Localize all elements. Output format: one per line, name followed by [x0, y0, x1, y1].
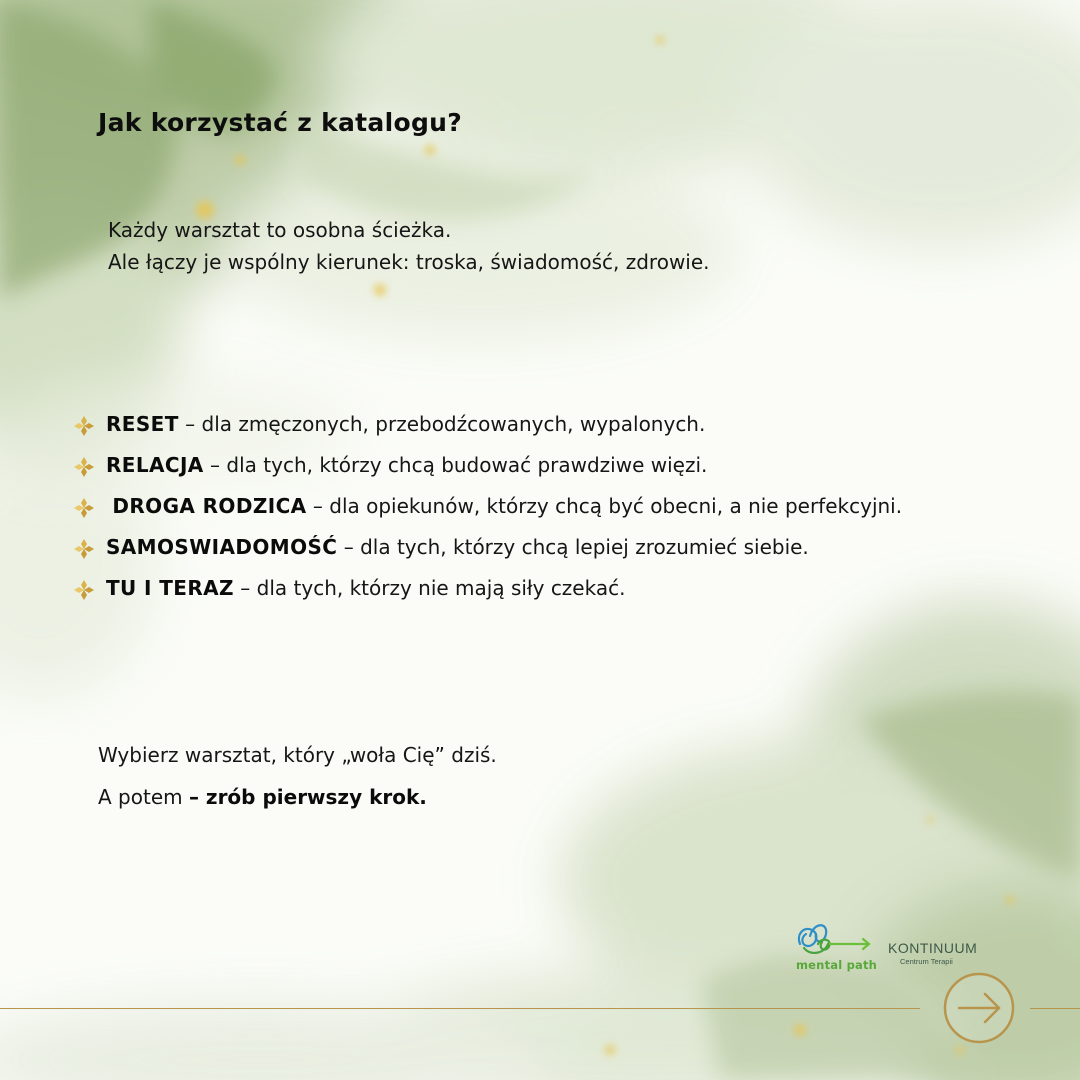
page-title: Jak korzystać z katalogu? — [98, 108, 463, 137]
list-item — [72, 527, 1008, 568]
cta-line-1: Wybierz warsztat, który „woła Cię” dziś. — [98, 743, 497, 767]
kontinuum-logo-text: KONTINUUM — [888, 940, 978, 956]
workshop-desc: – dla tych, którzy nie mają siły czekać. — [233, 576, 626, 600]
list-item — [72, 404, 1008, 445]
list-item — [72, 568, 1008, 609]
list-item — [72, 486, 1008, 527]
workshop-name: SAMOSWIADOMOŚĆ — [106, 535, 338, 559]
gold-diamond-icon — [72, 578, 96, 602]
workshop-name: TU I TERAZ — [106, 576, 234, 600]
workshop-list — [72, 404, 1008, 609]
call-to-action — [98, 734, 798, 818]
workshop-name: DROGA RODZICA — [112, 494, 307, 518]
next-page-button[interactable] — [943, 972, 1015, 1044]
workshop-name: RESET — [106, 412, 179, 436]
workshop-desc: – dla opiekunów, którzy chcą być obecni, a nie perfekcyjni. — [306, 494, 903, 518]
workshop-desc: – dla zmęczonych, przebodźcowanych, wypalonych. — [178, 412, 706, 436]
workshop-name: RELACJA — [106, 453, 204, 477]
divider-line-right — [1030, 1008, 1080, 1009]
gold-diamond-icon — [72, 455, 96, 479]
cta-bold: – zrób pierwszy krok. — [188, 785, 427, 809]
workshop-desc: – dla tych, którzy chcą budować prawdziwe więzi. — [203, 453, 708, 477]
workshop-desc: – dla tych, którzy chcą lepiej zrozumieć siebie. — [337, 535, 809, 559]
gold-diamond-icon — [72, 414, 96, 438]
intro-line-2: Ale łączy je wspólny kierunek: troska, świadomość, zdrowie. — [108, 250, 710, 274]
gold-diamond-icon — [72, 496, 96, 520]
gold-diamond-icon — [72, 537, 96, 561]
mental-path-logo-text: mental path — [796, 958, 878, 972]
cta-line-2 — [98, 776, 798, 818]
intro-text — [108, 214, 1008, 278]
divider-line — [0, 1008, 920, 1009]
intro-line-1: Każdy warsztat to osobna ścieżka. — [108, 218, 452, 242]
cta-prefix: A potem — [98, 785, 189, 809]
kontinuum-logo-subtitle: Centrum Terapii — [900, 957, 953, 966]
list-item — [72, 445, 1008, 486]
